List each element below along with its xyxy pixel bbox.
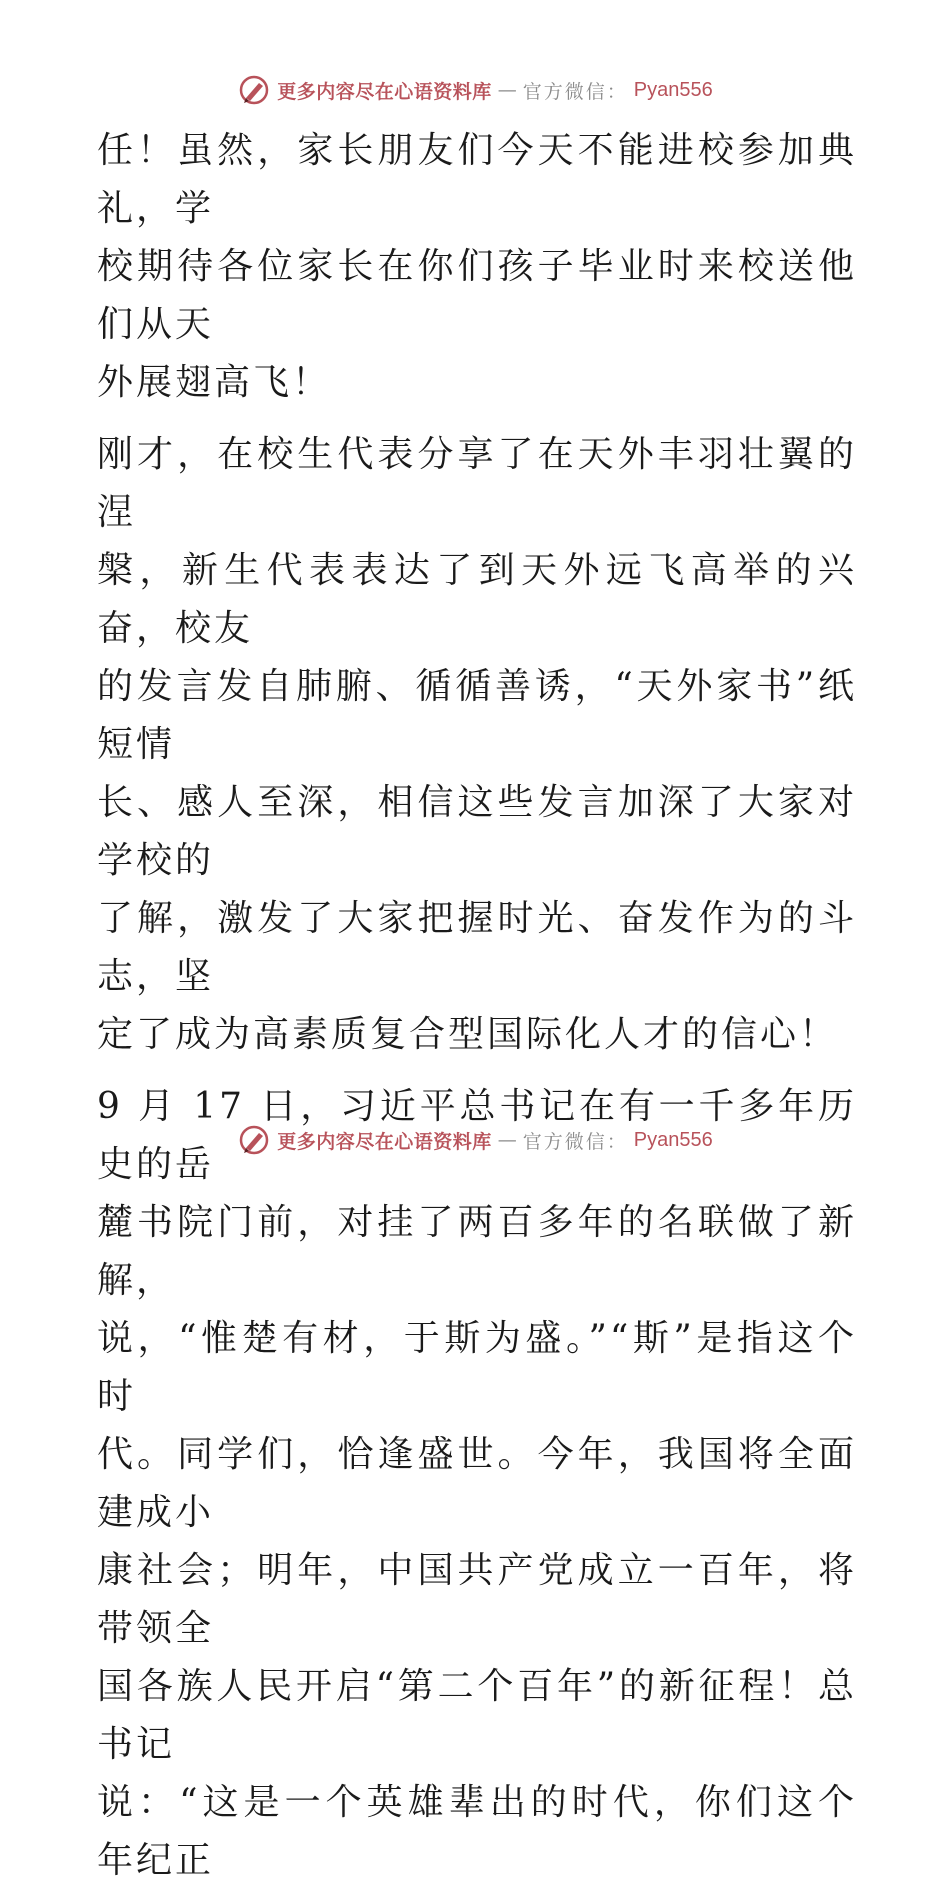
- paragraph-3: 9 月 17 日，习近平总书记在有一千多年历史的岳 麓书院门前，对挂了两百多年的名联做了新解， 说，“惟楚有材，于斯为盛。”“斯”是指这个时 代。同学们，恰逢盛世。今年，我国将全面建成小 康社会；明年，中国共产党成立一百年，将带领全 国各族人民开启“第二个百年”的新征程！总书记 说：“这是一个英雄辈出的时代，你们这个年纪正: [97, 1086, 857, 1881]
- pen-logo-icon: [237, 73, 271, 107]
- footer-brand-text: 更多内容尽在心语资料库: [277, 1130, 492, 1153]
- footer-banner: [0, 1120, 950, 1160]
- header-dash: —: [497, 79, 517, 101]
- header-official-label: 官方微信：: [522, 80, 628, 103]
- header-banner: [0, 70, 950, 110]
- header-wechat-id: Pyan556: [633, 78, 713, 101]
- footer-wechat-id: Pyan556: [633, 1128, 713, 1151]
- header-brand-text: 更多内容尽在心语资料库: [277, 80, 492, 103]
- paragraph-2: 刚才，在校生代表分享了在天外丰羽壮翼的涅 槃，新生代表表达了到天外远飞高举的兴奋，校友 的发言发自肺腑、循循善诱，“天外家书”纸短情 长、感人至深，相信这些发言加深了大家对学校的 了解，激发了大家把握时光、奋发作为的斗志，坚 定了成为高素质复合型国际化人才的信心！: [97, 434, 857, 1055]
- paragraph-1: 任！虽然，家长朋友们今天不能进校参加典礼，学 校期待各位家长在你们孩子毕业时来校送他们从天 外展翅高飞！: [97, 130, 857, 403]
- pen-logo-icon: [237, 1123, 271, 1157]
- footer-dash: —: [497, 1129, 517, 1151]
- footer-official-label: 官方微信：: [522, 1130, 628, 1153]
- document-body: [97, 122, 857, 1904]
